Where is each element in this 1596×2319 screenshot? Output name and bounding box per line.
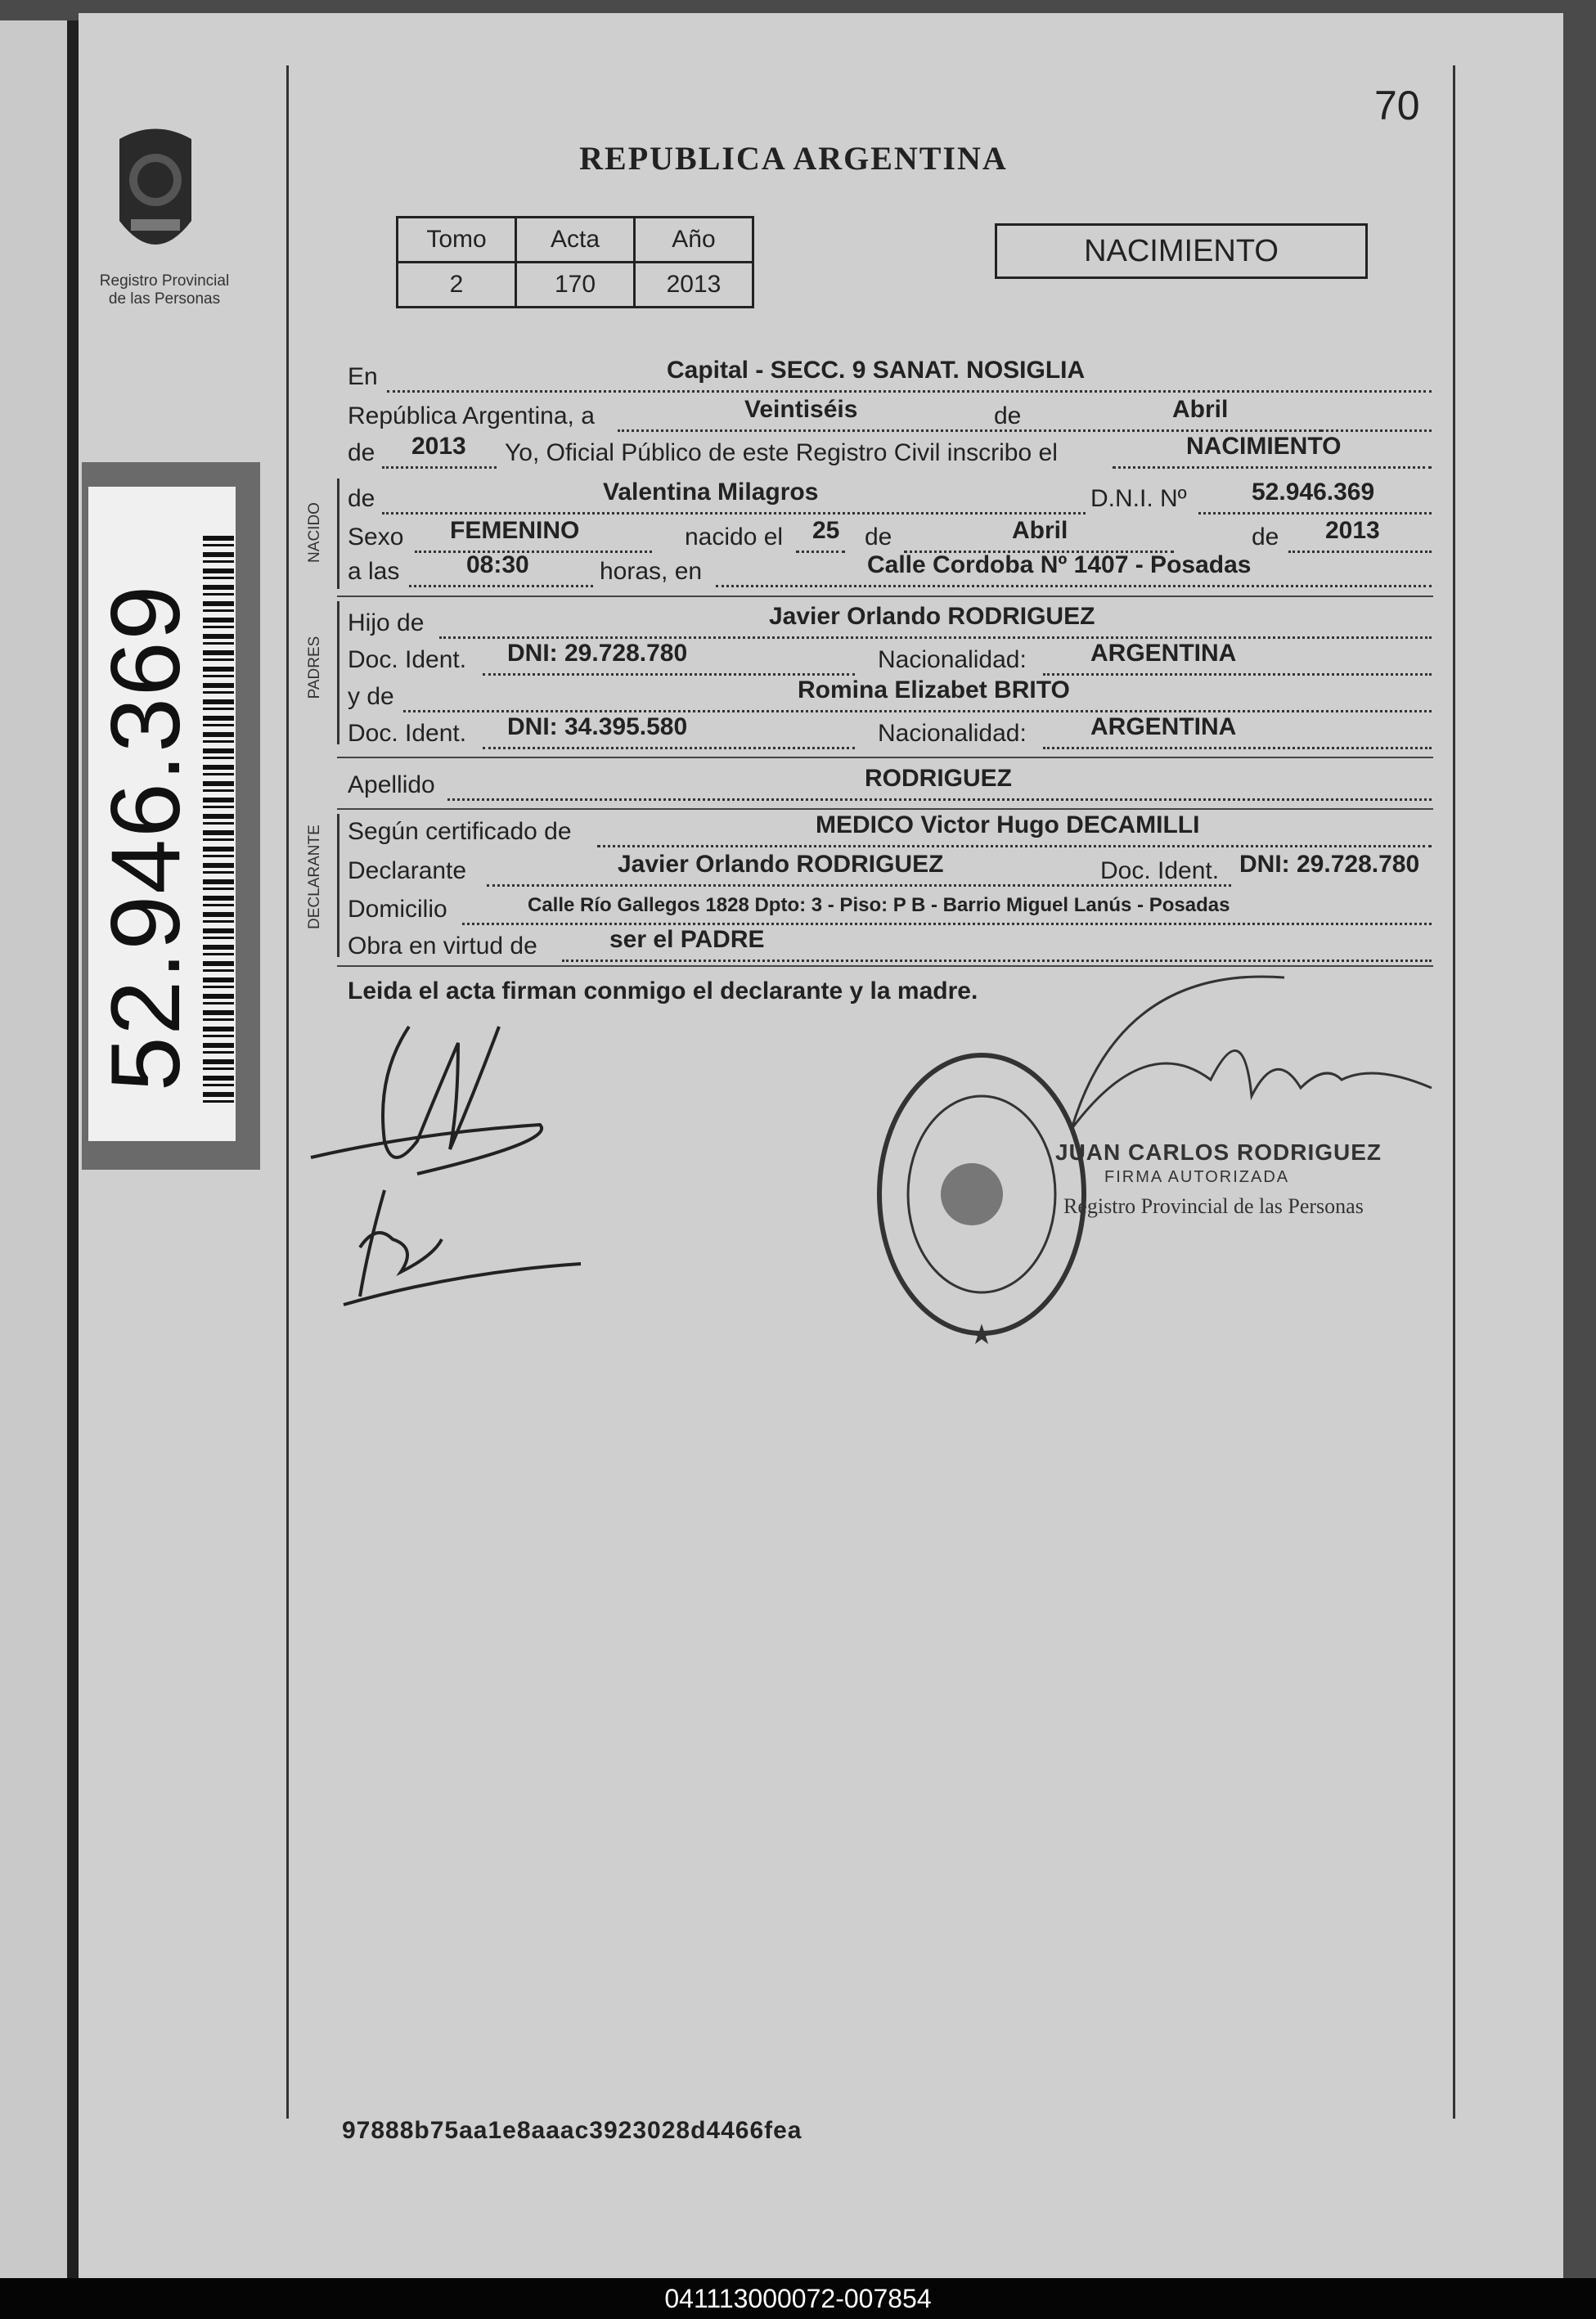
- official-office: Registro Provincial de las Personas: [1063, 1194, 1364, 1218]
- row-padre-doc: Doc. Ident. DNI: 29.728.780 Nacionalidad: ARGENTINA: [348, 646, 1432, 679]
- document-title: REPUBLICA ARGENTINA: [579, 140, 1008, 177]
- tomo-acta-table: [396, 216, 754, 308]
- row-inscribo: de 2013 Yo, Oficial Público de este Registro Civil inscribo el NACIMIENTO: [348, 439, 1432, 472]
- record-type-box: NACIMIENTO: [995, 223, 1368, 279]
- row-fecha: República Argentina, a Veintiséis de Abril: [348, 402, 1432, 435]
- side-label-nacido: NACIDO: [306, 502, 323, 563]
- header-anio: Año: [635, 218, 753, 263]
- value-acta: 170: [516, 263, 635, 308]
- tipo-inscripcion: NACIMIENTO: [1186, 433, 1342, 460]
- header-tomo: Tomo: [398, 218, 516, 263]
- value-tomo: 2: [398, 263, 516, 308]
- nac-lugar: Calle Cordoba Nº 1407 - Posadas: [867, 551, 1252, 578]
- nombre-padre: Javier Orlando RODRIGUEZ: [769, 603, 1095, 630]
- dia-inscripcion: Veintiséis: [744, 396, 858, 423]
- row-apellido: Apellido RODRIGUEZ: [348, 771, 1432, 804]
- row-padre: Hijo de Javier Orlando RODRIGUEZ: [348, 609, 1432, 642]
- nacionalidad-padre: ARGENTINA: [1090, 640, 1237, 667]
- domicilio-value: Calle Río Gallegos 1828 Dpto: 3 - Piso: P B - Barrio Miguel Lanús - Posadas: [528, 894, 1230, 916]
- side-label-declarante: DECLARANTE: [306, 825, 323, 929]
- row-madre-doc: Doc. Ident. DNI: 34.395.580 Nacionalidad: ARGENTINA: [348, 720, 1432, 753]
- declarante-signature-icon: [294, 977, 605, 1321]
- nombre-nacido: Valentina Milagros: [603, 479, 819, 506]
- nac-anio: 2013: [1325, 517, 1380, 544]
- previous-page-edge: [0, 20, 72, 2278]
- row-nombre: de Valentina Milagros D.N.I. Nº 52.946.369: [348, 485, 1432, 518]
- obra-value: ser el PADRE: [609, 926, 765, 953]
- declarante-doc: DNI: 29.728.780: [1239, 851, 1420, 878]
- doc-madre: DNI: 34.395.580: [507, 713, 688, 740]
- barcode-sticker: [82, 462, 260, 1170]
- header-acta: Acta: [516, 218, 635, 263]
- closing-statement: Leida el acta firman conmigo el declarante y la madre.: [348, 977, 978, 1004]
- mes-inscripcion: Abril: [1172, 396, 1229, 423]
- row-sexo: Sexo FEMENINO nacido el 25 de Abril de 2013: [348, 524, 1432, 556]
- nombre-madre: Romina Elizabet BRITO: [798, 676, 1070, 703]
- value-anio: 2013: [635, 263, 753, 308]
- barcode-number: 52.946.369: [91, 583, 200, 1092]
- right-margin-line: [1453, 65, 1455, 2119]
- dni-nacido: 52.946.369: [1252, 479, 1375, 506]
- lugar-inscripcion: Capital - SECC. 9 SANAT. NOSIGLIA: [667, 357, 1086, 384]
- official-role: FIRMA AUTORIZADA: [1104, 1168, 1290, 1186]
- sexo-value: FEMENINO: [450, 517, 580, 544]
- page-number: 70: [1374, 83, 1420, 128]
- nac-hora: 08:30: [466, 551, 529, 578]
- row-declarante: Declarante Javier Orlando RODRIGUEZ Doc. Ident. DNI: 29.728.780: [348, 857, 1432, 890]
- nac-dia: 25: [812, 517, 840, 544]
- official-name: JUAN CARLOS RODRIGUEZ: [1055, 1139, 1382, 1165]
- apellido-value: RODRIGUEZ: [865, 765, 1012, 792]
- svg-text:★: ★: [969, 1319, 995, 1351]
- row-domicilio: Domicilio Calle Río Gallegos 1828 Dpto: 3 - Piso: P B - Barrio Miguel Lanús - Posadas: [348, 896, 1432, 928]
- document-hash: 97888b75aa1e8aaac3923028d4466fea: [342, 2117, 802, 2144]
- certificado-value: MEDICO Victor Hugo DECAMILLI: [816, 811, 1200, 838]
- declarante-nombre: Javier Orlando RODRIGUEZ: [618, 851, 944, 878]
- row-hora: a las 08:30 horas, en Calle Cordoba Nº 1407 - Posadas: [348, 558, 1432, 591]
- row-certificado: Según certificado de MEDICO Victor Hugo DECAMILLI: [348, 818, 1432, 851]
- barcode-bars: [203, 536, 234, 1108]
- anio-inscripcion: 2013: [411, 433, 466, 460]
- row-madre: y de Romina Elizabet BRITO: [348, 683, 1432, 716]
- left-margin-line: [286, 65, 289, 2119]
- row-en: En Capital - SECC. 9 SANAT. NOSIGLIA: [348, 363, 1432, 396]
- nac-mes: Abril: [1012, 517, 1068, 544]
- row-obra: Obra en virtud de ser el PADRE: [348, 933, 1432, 965]
- provincial-coat-of-arms-icon: [111, 123, 200, 268]
- nacionalidad-madre: ARGENTINA: [1090, 713, 1237, 740]
- doc-padre: DNI: 29.728.780: [507, 640, 688, 667]
- logo-caption: Registro Provincial de las Personas: [99, 272, 230, 308]
- footer-id-bar: 041113000072-007854: [0, 2278, 1596, 2319]
- side-label-padres: PADRES: [306, 636, 323, 699]
